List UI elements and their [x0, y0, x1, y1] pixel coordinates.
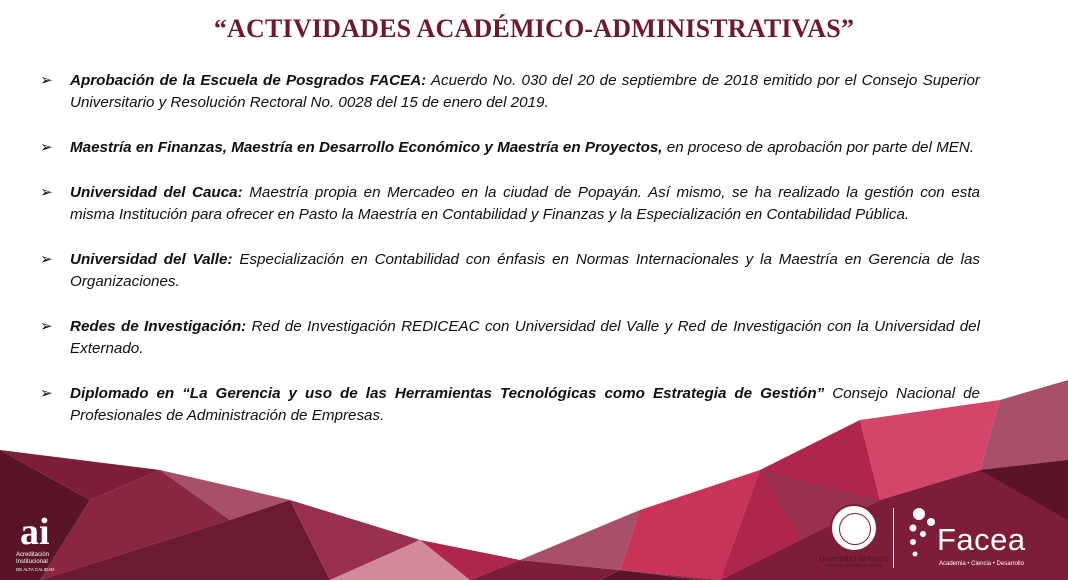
list-item [40, 70, 980, 114]
arrow-bullet-icon: ➢ [40, 318, 53, 335]
faculty-name: Facea [937, 522, 1026, 557]
list-item [40, 137, 980, 159]
decor-shape-right-5 [980, 380, 1068, 470]
university-name: Universidad de Nariño [819, 556, 889, 563]
item-heading: Redes de Investigación: [70, 318, 247, 335]
item-text: Acuerdo No. 030 del 20 de septiembre de 2018 emitido por el Consejo Superior Universitario y Resolución Rectoral No. 0028 del 15 de enero del 2019. [70, 72, 980, 111]
arrow-bullet-icon: ➢ [40, 72, 53, 89]
university-subtitle: VIGILADA MINEDUCACIÓN [825, 563, 883, 568]
decor-shape-mid-2 [520, 510, 640, 570]
university-seal-icon [830, 504, 878, 552]
faculty-tagline: Academia • Ciencia • Desarrollo [939, 561, 1024, 567]
accreditation-logo [16, 511, 76, 576]
item-heading: Diplomado en “La Gerencia y uso de las Herramientas Tecnológicas como Estrategia de Gestión” [70, 385, 825, 402]
university-logo [812, 504, 896, 576]
item-text: en proceso de aprobación por parte del MEN. [662, 139, 975, 156]
accreditation-line-2: Institucional [16, 559, 48, 565]
faculty-logo [905, 506, 1065, 576]
list-item [40, 383, 980, 427]
item-text: Consejo Nacional de Profesionales de Administración de Empresas. [70, 385, 980, 424]
activity-list [40, 70, 980, 450]
list-item [40, 316, 980, 360]
arrow-bullet-icon: ➢ [40, 385, 53, 402]
item-heading: Universidad del Cauca: [70, 184, 243, 201]
item-heading: Maestría en Finanzas, Maestría en Desarrollo Económico y Maestría en Proyectos, [70, 139, 663, 156]
arrow-bullet-icon: ➢ [40, 139, 53, 156]
accreditation-line-3: DE ALTA CALIDAD [16, 567, 55, 572]
item-heading: Aprobación de la Escuela de Posgrados FACEA: [70, 72, 427, 89]
arrow-bullet-icon: ➢ [40, 251, 53, 268]
seal-inner-ring [839, 513, 871, 545]
accreditation-line-1: Acreditación [16, 552, 50, 558]
list-item [40, 182, 980, 226]
logo-divider [893, 508, 894, 568]
accreditation-text [16, 552, 76, 573]
ai-mark: ai [20, 511, 50, 553]
list-item [40, 249, 980, 293]
item-text: Maestría propia en Mercadeo en la ciudad de Popayán. Así mismo, se ha realizado la gestión con esta misma Institución para ofrecer en Pasto la Maestría en Contabilidad y Finanzas y la Especialización en Contabilidad Pública. [70, 184, 980, 223]
item-heading: Universidad del Valle: [70, 251, 233, 268]
arrow-bullet-icon: ➢ [40, 184, 53, 201]
slide-title: “ACTIVIDADES ACADÉMICO-ADMINISTRATIVAS” [213, 14, 855, 43]
item-text: Especialización en Contabilidad con énfasis en Normas Internacionales y la Maestría en Gerencia de las Organizaciones. [70, 251, 980, 290]
item-text: Red de Investigación REDICEAC con Universidad del Valle y Red de Investigación con la Universidad del Externado. [70, 318, 980, 357]
